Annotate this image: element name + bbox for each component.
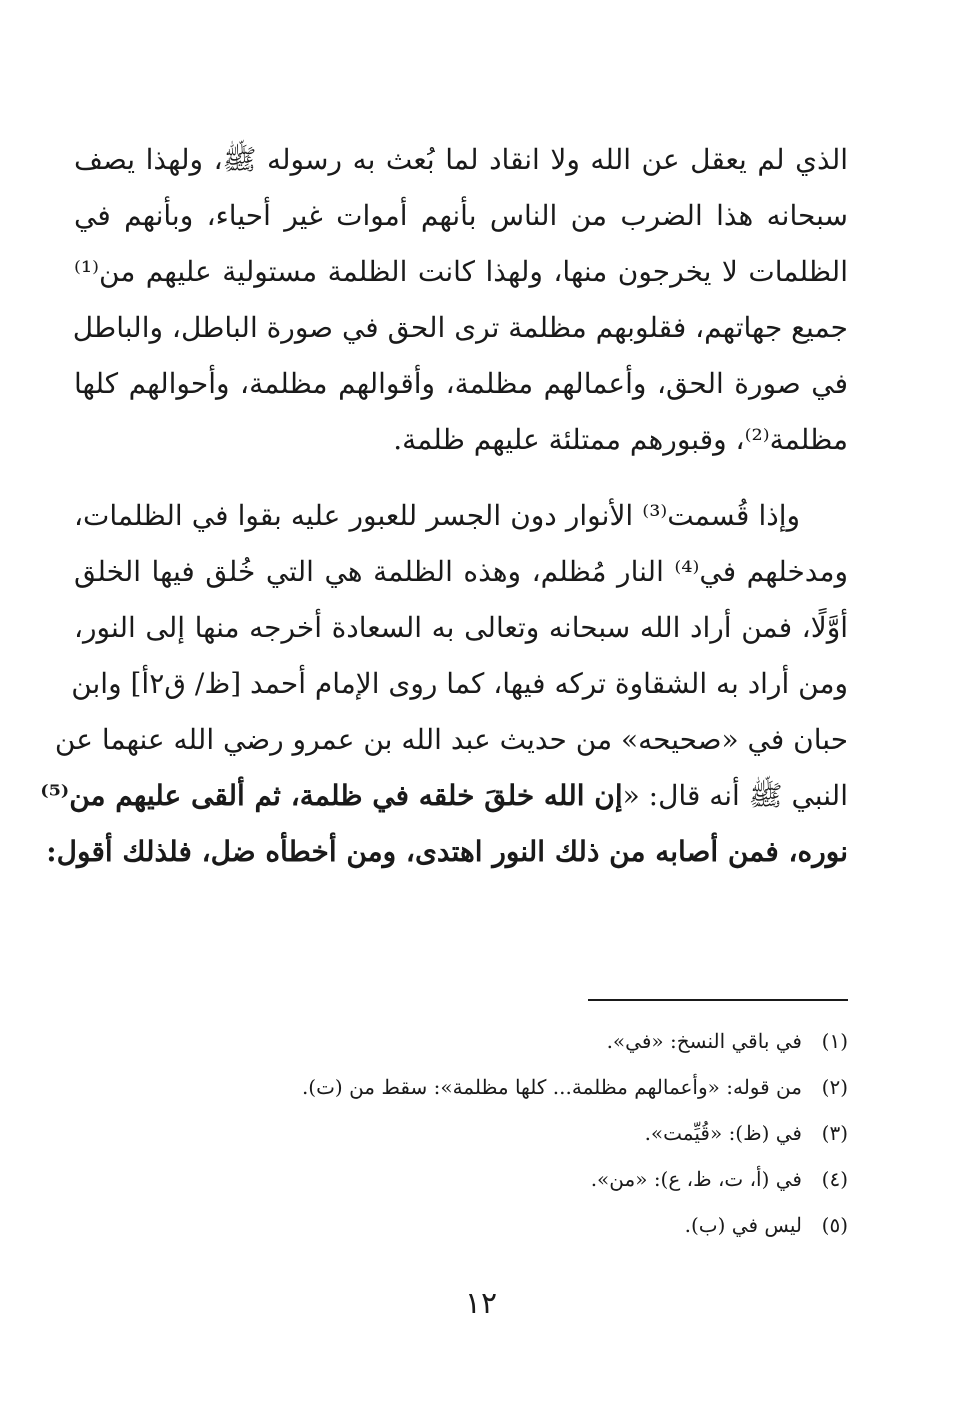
text-line: الظلمات لا يخرجون منها، ولهذا كانت الظلمة مستولية عليهم من⁽¹⁾ (74, 255, 848, 288)
footnote-number: (٢) (821, 1075, 848, 1099)
text-line: ومن أراد به الشقاوة تركه فيها، كما روى الإمام أحمد [ظ/ ق٢أ] وابن (71, 667, 848, 700)
text-line: ومدخلهم في⁽⁴⁾ النار مُظلم، وهذه الظلمة هي التي خُلق فيها الخلق (74, 555, 848, 588)
text-line: في صورة الحق، وأعمالهم مظلمة، وأقوالهم مظلمة، وأحوالهم كلها (74, 367, 848, 400)
footnote-number: (١) (821, 1029, 848, 1053)
text-line: الذي لم يعقل عن الله ولا انقاد لما بُعث به رسوله ﷺ، ولهذا يصف (74, 143, 848, 176)
text-segment: النبي ﷺ أنه قال: « (622, 779, 848, 812)
footnote-text: ليس في (ب). (684, 1213, 802, 1237)
footnote-text: في (ظ): «قُيِّمت». (644, 1121, 802, 1145)
footnote-item (200, 1110, 848, 1156)
paragraph-1 (74, 132, 848, 468)
footnote-text: في باقي النسخ: «في». (606, 1029, 802, 1053)
footnote-text: من قوله: «وأعمالهم مظلمة... كلها مظلمة»: سقط من (ت). (301, 1075, 802, 1099)
footnote-item (200, 1202, 848, 1248)
footnote-number: (٤) (821, 1167, 848, 1191)
footnote-item (200, 1064, 848, 1110)
paragraph-2 (40, 488, 848, 880)
footnote-text: في (أ، ت، ظ، ع): «من». (590, 1167, 802, 1191)
footnote-number: (٥) (821, 1213, 848, 1237)
hadith-quote-continued: نوره، فمن أصابه من ذلك النور اهتدى، ومن أخطأه ضل، فلذلك أقول: (46, 835, 848, 868)
footnote-item (200, 1156, 848, 1202)
text-line (40, 768, 848, 824)
footnote-number: (٣) (821, 1121, 848, 1145)
footnotes (200, 1018, 848, 1248)
page-number: ١٢ (464, 1286, 498, 1321)
hadith-quote: إن الله خلقَ خلقه في ظلمة، ثم ألقى عليهم من⁽⁵⁾ (40, 779, 623, 812)
footnote-divider (588, 999, 848, 1001)
footnote-item (200, 1018, 848, 1064)
text-line: جميع جهاتهم، فقلوبهم مظلمة ترى الحق في صورة الباطل، والباطل (72, 311, 848, 344)
text-line: مظلمة⁽²⁾، وقبورهم ممتلئة عليهم ظلمة. (393, 423, 848, 456)
text-line: سبحانه هذا الضرب من الناس بأنهم أموات غير أحياء، وبأنهم في (74, 199, 848, 232)
text-line: وإذا قُسمت⁽³⁾ الأنوار دون الجسر للعبور عليه بقوا في الظلمات، (74, 499, 800, 532)
text-line: أوَّلًا، فمن أراد الله سبحانه وتعالى به السعادة أخرجه منها إلى النور، (74, 611, 848, 644)
text-line: حبان في «صحيحه» من حديث عبد الله بن عمرو رضي الله عنهما عن (54, 723, 848, 756)
